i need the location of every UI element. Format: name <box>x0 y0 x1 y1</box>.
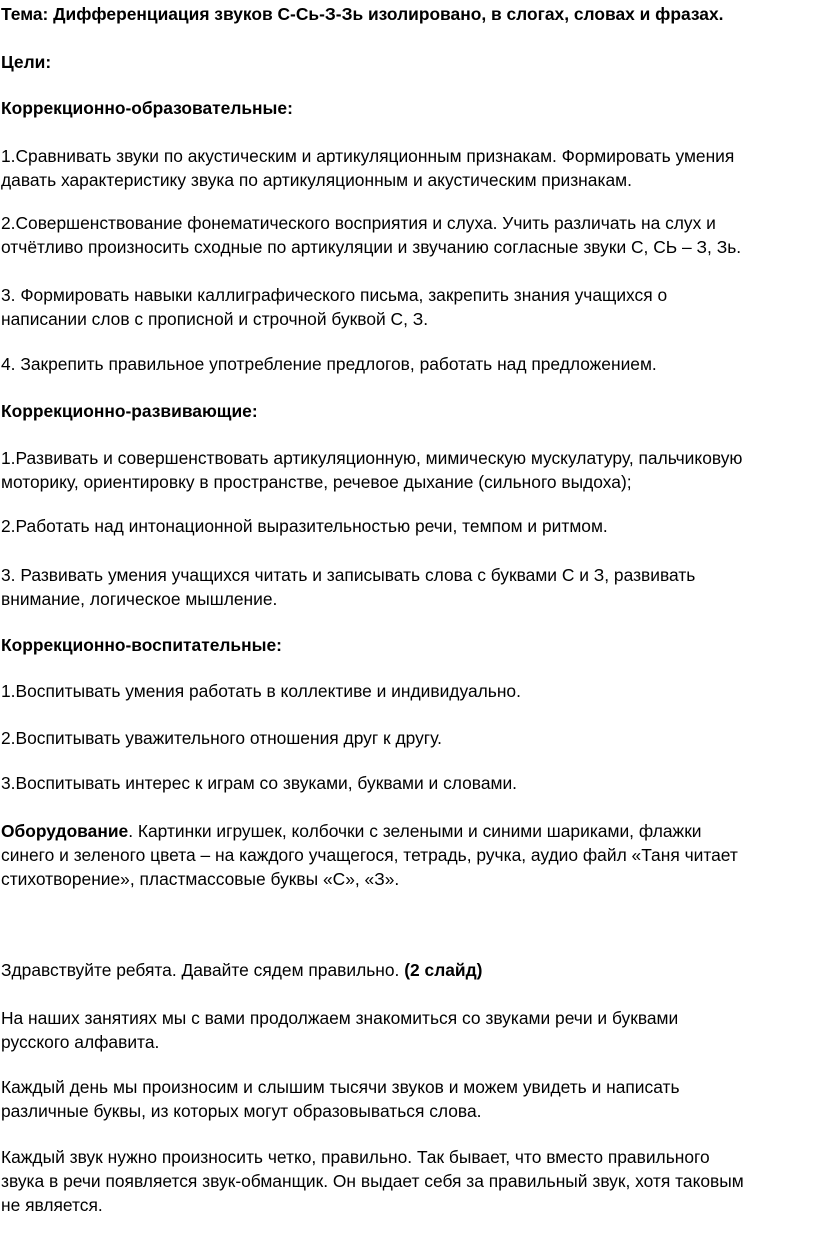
paragraph-line: На наших занятиях мы с вами продолжаем знакомиться со звуками речи и буквами <box>1 1008 679 1028</box>
slide-label: (2 слайд) <box>404 960 483 980</box>
greeting-text: Здравствуйте ребята. Давайте сядем правильно. <box>1 960 405 980</box>
section-heading-educational: Коррекционно-образовательные: <box>1 98 293 118</box>
paragraph-line: не является. <box>1 1195 103 1215</box>
paragraph-line: 3. Развивать умения учащихся читать и записывать слова с буквами С и З, развивать <box>1 565 696 585</box>
paragraph-line: 2.Совершенствование фонематического восприятия и слуха. Учить различать на слух и <box>1 213 716 233</box>
section-heading-upbringing: Коррекционно-воспитательные: <box>1 635 282 655</box>
paragraph-line: 2.Воспитывать уважительного отношения друг к другу. <box>1 728 442 748</box>
paragraph-line: 3.Воспитывать интерес к играм со звуками, буквами и словами. <box>1 773 518 793</box>
paragraph-line: написании слов с прописной и строчной буквой С, З. <box>1 309 429 329</box>
greeting-line <box>1 958 482 982</box>
goals-heading: Цели: <box>1 52 52 72</box>
document-title: Тема: Дифференциация звуков С-Сь-З-Зь изолировано, в слогах, словах и фразах. <box>1 4 724 24</box>
paragraph-line: звука в речи появляется звук-обманщик. Он выдает себя за правильный звук, хотя таковым <box>1 1171 744 1191</box>
paragraph-line: моторику, ориентировку в пространстве, речевое дыхание (сильного выдоха); <box>1 472 632 492</box>
paragraph-line: 2.Работать над интонационной выразительностью речи, темпом и ритмом. <box>1 516 608 536</box>
section-heading-developmental: Коррекционно-развивающие: <box>1 401 258 421</box>
paragraph-line: внимание, логическое мышление. <box>1 589 278 609</box>
paragraph-line: различные буквы, из которых могут образовываться слова. <box>1 1101 482 1121</box>
paragraph-line: 3. Формировать навыки каллиграфического письма, закрепить знания учащихся о <box>1 285 668 305</box>
equipment-label: Оборудование <box>1 821 129 841</box>
paragraph-line: синего и зеленого цвета – на каждого учащегося, тетрадь, ручка, аудио файл «Таня читает <box>1 845 738 865</box>
equipment-line <box>1 819 702 843</box>
paragraph-line: стихотворение», пластмассовые буквы «С», «З». <box>1 869 400 889</box>
paragraph-line: русского алфавита. <box>1 1032 160 1052</box>
paragraph-line: 1.Развивать и совершенствовать артикуляционную, мимическую мускулатуру, пальчиковую <box>1 448 743 468</box>
paragraph-line: давать характеристику звука по артикуляционным и акустическим признакам. <box>1 170 632 190</box>
paragraph-line: отчётливо произносить сходные по артикуляции и звучанию согласные звуки С, СЬ – З, Зь. <box>1 237 742 257</box>
equipment-text: . Картинки игрушек, колбочки с зелеными и синими шариками, флажки <box>128 821 702 841</box>
paragraph-line: 4. Закрепить правильное употребление предлогов, работать над предложением. <box>1 354 657 374</box>
paragraph-line: Каждый день мы произносим и слышим тысячи звуков и можем увидеть и написать <box>1 1077 680 1097</box>
paragraph-line: 1.Воспитывать умения работать в коллективе и индивидуально. <box>1 681 521 701</box>
paragraph-line: Каждый звук нужно произносить четко, правильно. Так бывает, что вместо правильного <box>1 1147 710 1167</box>
paragraph-line: 1.Сравнивать звуки по акустическим и артикуляционным признакам. Формировать умения <box>1 146 735 166</box>
